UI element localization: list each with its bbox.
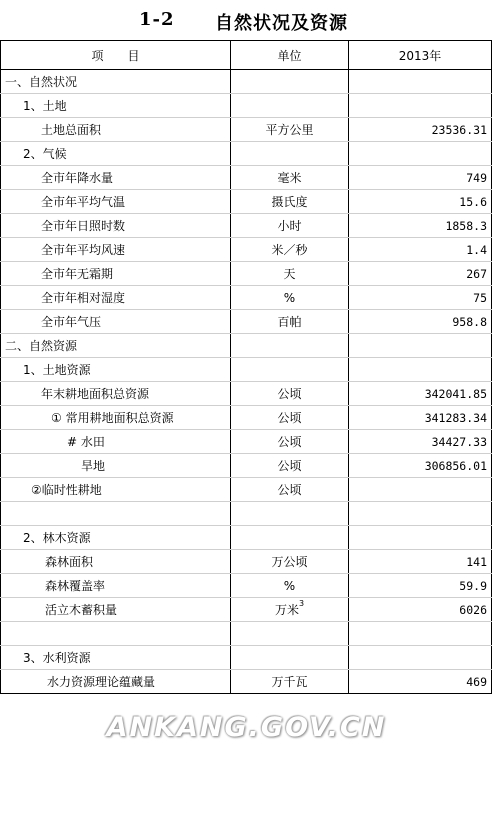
row-item-label: 1、土地资源 — [1, 358, 231, 382]
table-row — [1, 70, 492, 94]
row-value-2013: 23536.31 — [349, 118, 492, 142]
table-body — [1, 70, 492, 694]
table-row — [1, 478, 492, 502]
row-item-label: 2、林木资源 — [1, 526, 231, 550]
row-unit — [231, 262, 349, 286]
row-value-2013: 958.8 — [349, 310, 492, 334]
table-row — [1, 646, 492, 670]
column-header-year: 2013年 — [349, 41, 492, 70]
row-item-label: 活立木蓄积量 — [1, 598, 231, 622]
row-value-2013: 34427.33 — [349, 430, 492, 454]
table-row — [1, 238, 492, 262]
row-unit-text: 万千瓦 — [271, 675, 308, 689]
row-value-2013: 749 — [349, 166, 492, 190]
row-unit — [231, 454, 349, 478]
row-unit — [231, 334, 349, 358]
column-header-item: 项 目 — [1, 41, 231, 70]
row-unit — [231, 286, 349, 310]
row-item-label: 水力资源理论蕴藏量 — [1, 670, 231, 694]
row-unit-text: 公顷 — [277, 387, 302, 401]
row-value-2013: 141 — [349, 550, 492, 574]
table-row — [1, 94, 492, 118]
row-item-label: ① 常用耕地面积总资源 — [1, 406, 231, 430]
row-item-label: 1、土地 — [1, 94, 231, 118]
row-unit — [231, 214, 349, 238]
row-value-2013 — [349, 334, 492, 358]
table-row — [1, 454, 492, 478]
row-unit — [231, 526, 349, 550]
row-unit-text: 小时 — [277, 219, 302, 233]
row-value-2013 — [349, 646, 492, 670]
row-item-label: 全市年日照时数 — [1, 214, 231, 238]
row-unit — [231, 358, 349, 382]
row-unit — [231, 430, 349, 454]
row-unit-text: 万公顷 — [271, 555, 308, 569]
row-unit — [231, 166, 349, 190]
row-value-2013 — [349, 526, 492, 550]
row-item-label: ②临时性耕地 — [1, 478, 231, 502]
row-value-2013 — [349, 142, 492, 166]
row-value-2013: 306856.01 — [349, 454, 492, 478]
row-unit — [231, 550, 349, 574]
table-row — [1, 358, 492, 382]
row-unit-text: 毫米 — [277, 171, 302, 185]
row-unit — [231, 574, 349, 598]
row-value-2013: 341283.34 — [349, 406, 492, 430]
row-unit-text: 平方公里 — [265, 123, 314, 137]
row-unit — [231, 478, 349, 502]
watermark: ANKANG.GOV.CN — [106, 712, 387, 743]
row-unit — [231, 670, 349, 694]
table-header-row — [1, 41, 492, 70]
table-row — [1, 526, 492, 550]
row-item-label: 全市年相对湿度 — [1, 286, 231, 310]
row-unit-text: 公顷 — [277, 435, 302, 449]
row-unit-text: 公顷 — [277, 483, 302, 497]
table-row — [1, 190, 492, 214]
row-unit-text: % — [283, 290, 296, 305]
row-unit — [231, 238, 349, 262]
table-row — [1, 598, 492, 622]
table-row — [1, 382, 492, 406]
row-item-label: 全市年降水量 — [1, 166, 231, 190]
row-unit — [231, 310, 349, 334]
row-unit-text: 天 — [283, 267, 296, 281]
row-value-2013 — [349, 478, 492, 502]
row-value-2013 — [349, 358, 492, 382]
row-unit-text: 米／秒 — [271, 243, 308, 257]
row-unit-text: 摄氏度 — [271, 195, 308, 209]
table-row — [1, 622, 492, 646]
row-unit — [231, 118, 349, 142]
table-row — [1, 574, 492, 598]
row-value-2013: 1858.3 — [349, 214, 492, 238]
row-item-label: 3、水利资源 — [1, 646, 231, 670]
row-item-label: 2、气候 — [1, 142, 231, 166]
table-row — [1, 286, 492, 310]
table-number: 1-2 — [139, 9, 175, 30]
table-row — [1, 430, 492, 454]
table-row — [1, 550, 492, 574]
row-unit — [231, 502, 349, 526]
row-value-2013: 15.6 — [349, 190, 492, 214]
row-unit — [231, 190, 349, 214]
row-value-2013: 75 — [349, 286, 492, 310]
row-value-2013 — [349, 70, 492, 94]
row-item-label: 二、自然资源 — [1, 334, 231, 358]
row-unit — [231, 382, 349, 406]
row-unit — [231, 406, 349, 430]
table-row — [1, 262, 492, 286]
row-item-label: 全市年平均气温 — [1, 190, 231, 214]
row-item-label: 全市年气压 — [1, 310, 231, 334]
row-item-label: # 水田 — [1, 430, 231, 454]
row-item-label: 年末耕地面积总资源 — [1, 382, 231, 406]
row-unit — [231, 622, 349, 646]
row-value-2013 — [349, 622, 492, 646]
row-item-label: 一、自然状况 — [1, 70, 231, 94]
row-unit — [231, 646, 349, 670]
row-value-2013: 6026 — [349, 598, 492, 622]
row-item-label — [1, 502, 231, 526]
row-value-2013: 59.9 — [349, 574, 492, 598]
row-unit — [231, 598, 349, 622]
row-value-2013: 267 — [349, 262, 492, 286]
row-item-label: 森林覆盖率 — [1, 574, 231, 598]
row-unit-text: 公顷 — [277, 459, 302, 473]
row-value-2013: 342041.85 — [349, 382, 492, 406]
row-item-label: 土地总面积 — [1, 118, 231, 142]
table-row — [1, 334, 492, 358]
row-unit-text: % — [283, 578, 296, 593]
row-item-label — [1, 622, 231, 646]
page-title: 自然状况及资源 — [215, 13, 348, 34]
table-row — [1, 310, 492, 334]
table-row — [1, 118, 492, 142]
row-value-2013: 1.4 — [349, 238, 492, 262]
statistics-table — [0, 40, 492, 694]
table-row — [1, 670, 492, 694]
row-item-label: 森林面积 — [1, 550, 231, 574]
row-unit-text: 百帕 — [277, 315, 302, 329]
row-unit — [231, 142, 349, 166]
row-value-2013 — [349, 502, 492, 526]
row-value-2013 — [349, 94, 492, 118]
column-header-unit: 单位 — [231, 41, 349, 70]
row-unit-superscript: 3 — [298, 599, 305, 608]
table-row — [1, 166, 492, 190]
row-item-label: 全市年无霜期 — [1, 262, 231, 286]
row-unit-text: 万米 — [274, 603, 299, 617]
row-item-label: 旱地 — [1, 454, 231, 478]
table-title — [0, 0, 493, 40]
table-row — [1, 406, 492, 430]
row-unit — [231, 70, 349, 94]
table-row — [1, 502, 492, 526]
row-unit-text: 公顷 — [277, 411, 302, 425]
row-item-label: 全市年平均风速 — [1, 238, 231, 262]
table-row — [1, 214, 492, 238]
table-row — [1, 142, 492, 166]
row-value-2013: 469 — [349, 670, 492, 694]
row-unit — [231, 94, 349, 118]
